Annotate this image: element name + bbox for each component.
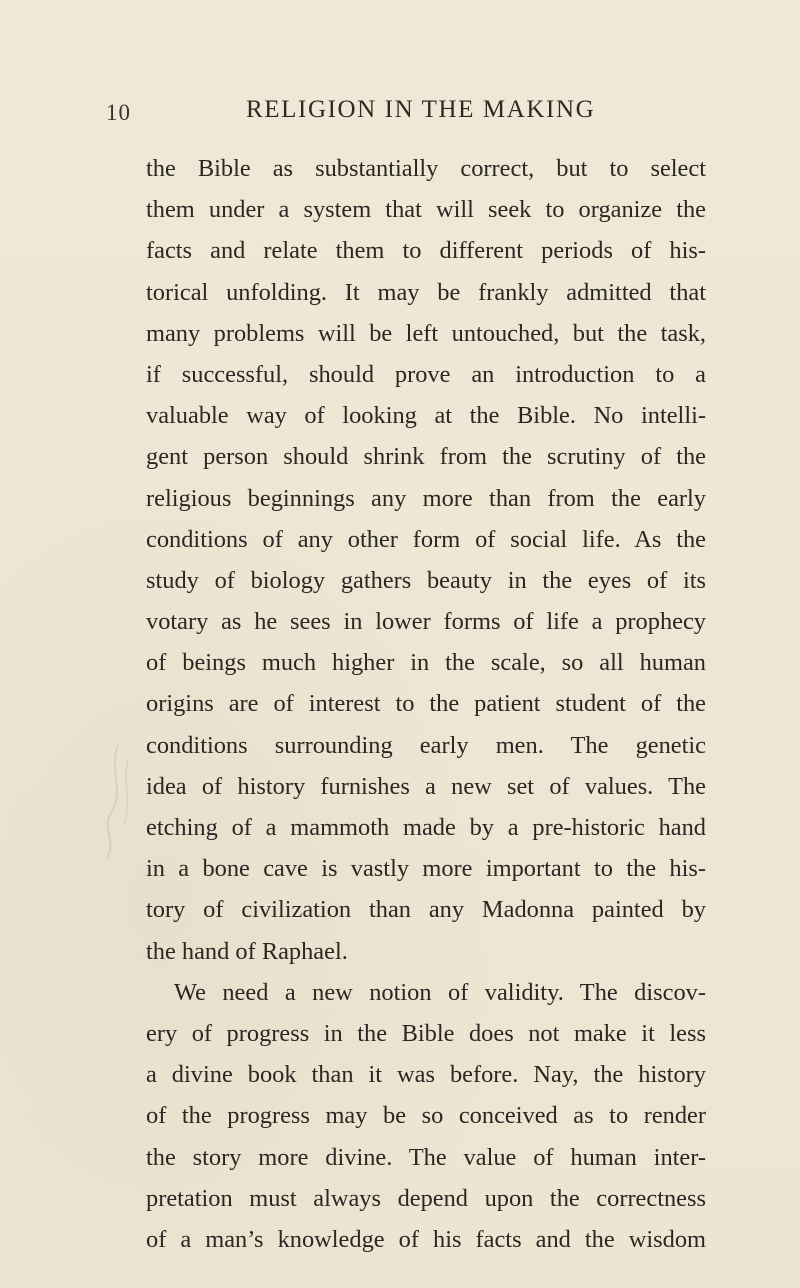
text-line: the Bible as substantially correct, but to select: [146, 155, 706, 182]
text-line: religious beginnings any more than from the early: [146, 484, 706, 512]
text-line: of the progress may be so conceived as to render: [146, 1102, 706, 1130]
running-title: RELIGION IN THE MAKING: [246, 96, 596, 123]
text-line: of beings much higher in the scale, so all human: [146, 649, 706, 677]
text-line: gent person should shrink from the scrutiny of the: [146, 443, 706, 471]
text-line: if successful, should prove an introduction to a: [146, 360, 706, 388]
text-line: conditions of any other form of social life. As the: [146, 525, 706, 553]
page-stain: [88, 740, 138, 860]
text-line: facts and relate them to different periods of his-: [146, 237, 706, 265]
text-line: in a bone cave is vastly more important to the his-: [146, 855, 706, 883]
text-line: torical unfolding. It may be frankly admitted that: [146, 278, 706, 306]
text-line: valuable way of looking at the Bible. No intelli-: [146, 402, 706, 430]
text-line: the hand of Raphael.: [146, 937, 348, 965]
running-header: [106, 96, 706, 136]
text-line: idea of history furnishes a new set of values. The: [146, 772, 706, 800]
text-line: the story more divine. The value of human inter-: [146, 1143, 706, 1171]
text-line: origins are of interest to the patient student of the: [146, 690, 706, 718]
text-line: of a man’s knowledge of his facts and the wisdom: [146, 1225, 706, 1253]
text-line: tory of civilization than any Madonna painted by: [146, 896, 706, 924]
text-line: pretation must always depend upon the correctness: [146, 1184, 706, 1212]
text-line: study of biology gathers beauty in the eyes of its: [146, 566, 706, 594]
text-line: votary as he sees in lower forms of life a prophecy: [146, 608, 706, 636]
text-line: a divine book than it was before. Nay, the history: [146, 1061, 706, 1089]
text-line: We need a new notion of validity. The discov-: [174, 978, 706, 1006]
text-line: many problems will be left untouched, but the task,: [146, 319, 706, 347]
page-number: 10: [106, 100, 131, 125]
text-line: etching of a mammoth made by a pre-historic hand: [146, 814, 706, 841]
body-text: [146, 148, 706, 1260]
text-line: ery of progress in the Bible does not make it less: [146, 1019, 706, 1047]
text-line: conditions surrounding early men. The genetic: [146, 731, 706, 759]
text-line: them under a system that will seek to organize the: [146, 196, 706, 224]
